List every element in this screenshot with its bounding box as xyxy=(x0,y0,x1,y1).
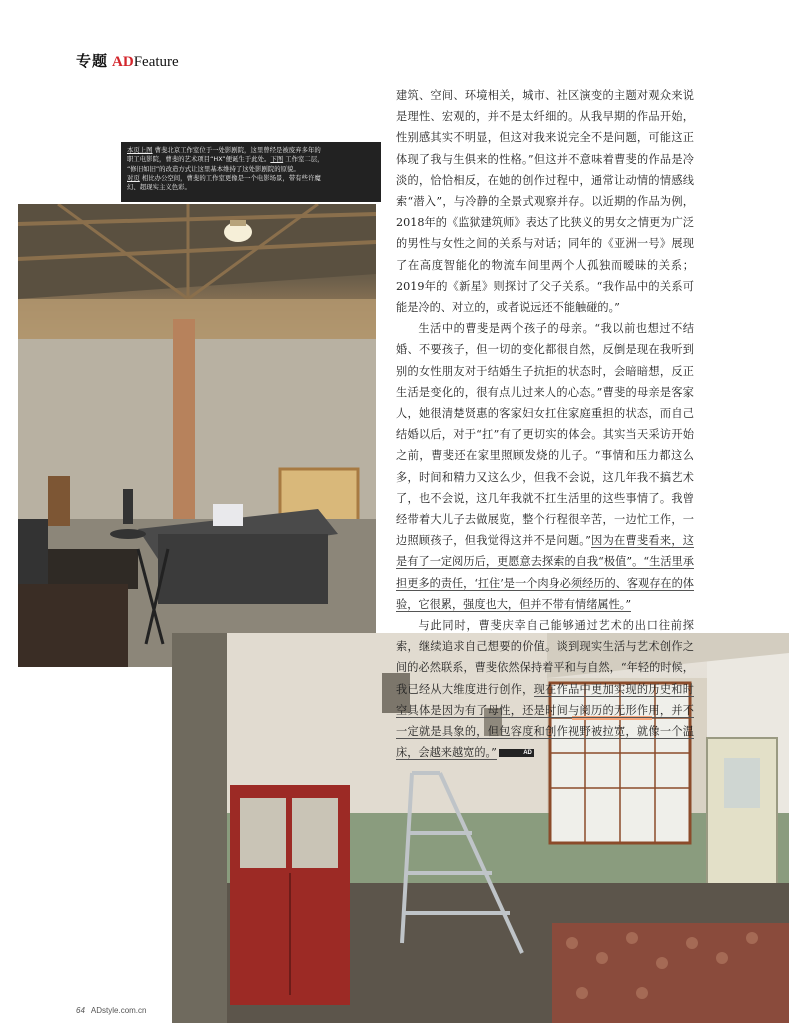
article-paragraph-3 xyxy=(396,615,694,763)
page-number: 64 xyxy=(76,1006,85,1015)
article-body xyxy=(396,85,694,764)
caption-line: 曹斐北京工作室位于一处影剧院，这里曾经是被废弃多年的 xyxy=(152,146,321,154)
article-text: 生活中的曹斐是两个孩子的母亲。“我以前也想过不结婚、不要孩子，但一切的变化都很自然，反倒是现在我听到别的女性朋友对于结婚生子抗拒的状态时，会暗暗想，反正生活是变化的，很有点儿过来人的心态。”曹斐的母亲是客家人，她很清楚贤惠的客家妇女扛住家庭重担的状态，而自己结婚以后，对于“扛”有了更切实的体会。其实当天采访开始之前，曹斐还在家里照顾发烧的儿子。“事情和压力都这么多，时间和精力又这么少，但我不会说，这几年我不搞艺术了，也不会说，这几年我就不扛生活里的这些事情了。我曾经带着大儿子去做展览，整个行程很辛苦，一边忙工作，一边照顾孩子，但我觉得这并不是问题。” xyxy=(396,322,694,548)
caption-line: 工作室二层， xyxy=(283,155,324,164)
section-label-cn: 专题 xyxy=(76,52,109,70)
caption-lead: 下图 xyxy=(270,155,284,164)
caption-lead: 对页 xyxy=(127,173,140,182)
site-url: ADstyle.com.cn xyxy=(90,1006,147,1015)
studio-photo-icon xyxy=(18,204,376,667)
caption-line: 幻、超现实主义色彩。 xyxy=(127,183,191,192)
photo-caption xyxy=(121,142,381,202)
end-mark: AD xyxy=(499,749,534,757)
brand-logo: AD xyxy=(112,54,134,70)
caption-line: 相比办公空间，曹斐的工作室更像是一个电影场景，带有些许魔 xyxy=(139,173,321,182)
page-folio xyxy=(76,1006,146,1015)
article-pull-text: 现在作品中更加实现的历史和时空具体是因为有了母性，还是时间与阅历的无形作用，并不一定就是具象的，但包容度和创作视野被拉宽，就像一个温床，会越来越宽的。” xyxy=(396,682,694,760)
caption-line: 职工电影院，曹斐的艺术项目“HX”便诞生于此处。 xyxy=(127,155,271,164)
article-paragraph-1: 建筑、空间、环境相关，城市、社区演变的主题对观众来说是理性、宏观的，并不是太纤细的。从我早期的作品开始，性别感其实不明显，但这对我来说完全不是问题，可能这正体现了我与生俱来的性格。”但这并不意味着曹斐的作品是冷淡的，恰恰相反，在她的创作过程中，通常让动情的情感线索“潜入”，与冷静的全景式观察并存。以近期的作品为例，2018年的《监狱建筑师》表达了比狭义的男女之情更为广泛的男性与女性之间的关系与对话；同年的《亚洲一号》展现了在高度智能化的物流车间里两个人孤独而暧昧的关系；2019年的《新星》则探讨了父子关系。“我作品中的关系可能是冷的、对立的，或者说远还不能触碰的。” xyxy=(396,89,694,315)
studio-office-photo xyxy=(18,204,376,667)
article-text: 与此同时，曹斐庆幸自己能够通过艺术的出口往前探索，继续追求自己想要的价值。谈到现实生活与艺术创作之间的必然联系，曹斐依然保持着平和与自然，“年轻的时候，我已经从大维度进行创作， xyxy=(396,619,694,696)
caption-line: “修旧如旧”的改造方式让这里基本维持了这处影剧院的原貌。 xyxy=(127,164,300,173)
section-label-en: Feature xyxy=(133,54,179,70)
article-paragraph-2 xyxy=(396,318,694,615)
caption-lead: 本页上图 xyxy=(127,146,153,154)
article-pull-text: 因为在曹斐看来，这是有了一定阅历后，更愿意去探索的自我“极值”。“生活里承担更多的责任，‘扛住’是一个肉身必须经历的、客观存在的体验，它很累，强度也大，但并不带有情绪属性。” xyxy=(396,534,694,611)
section-label xyxy=(76,50,179,71)
